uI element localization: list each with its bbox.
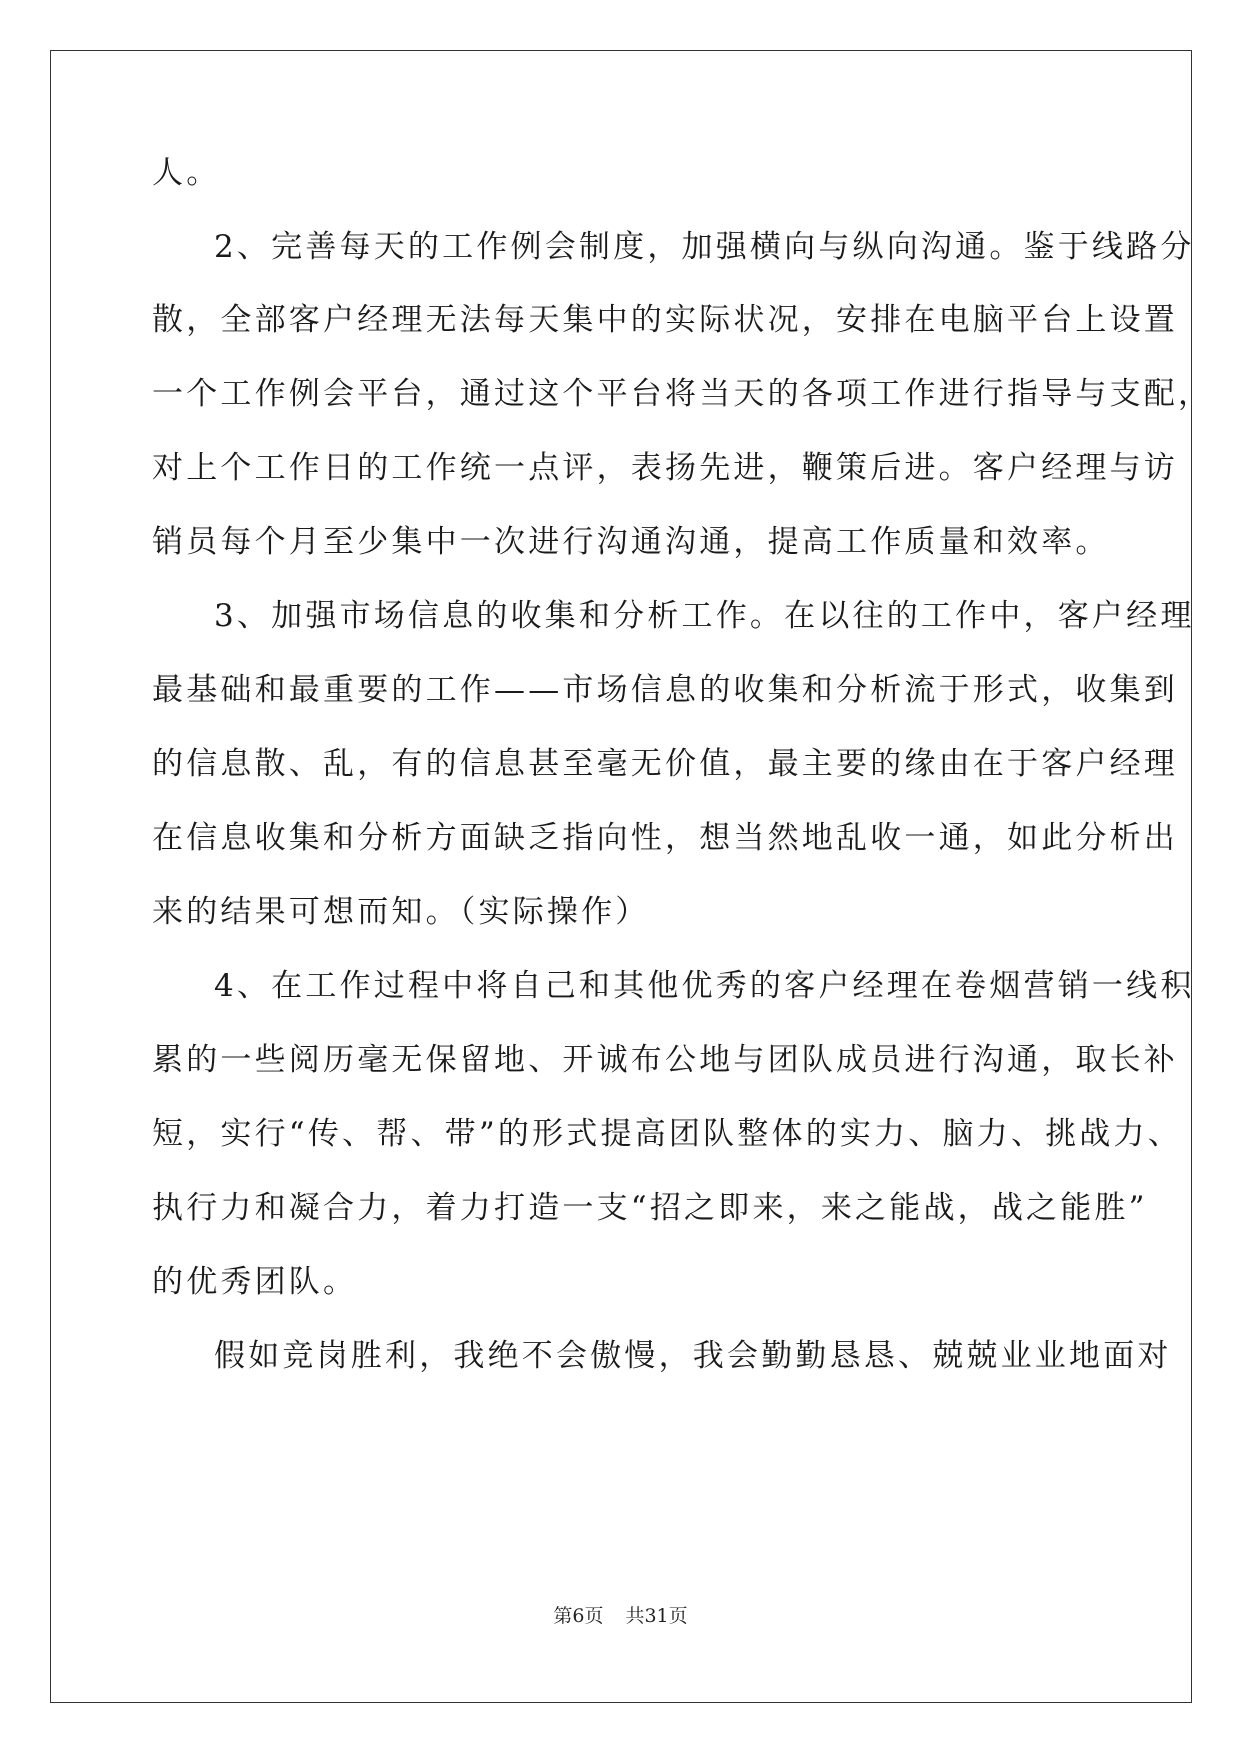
text-line: 的优秀团队。 bbox=[152, 1264, 358, 1300]
text-line: 4、在工作过程中将自己和其他优秀的客户经理在卷烟营销一线积 bbox=[214, 968, 1195, 1004]
text-line: 3、加强市场信息的收集和分析工作。在以往的工作中，客户经理 bbox=[214, 598, 1195, 634]
text-line: 的信息散、乱，有的信息甚至毫无价值，最主要的缘由在于客户经理 bbox=[152, 746, 1178, 782]
text-line: 来的结果可想而知。（实际操作） bbox=[152, 894, 650, 930]
text-line: 2、完善每天的工作例会制度，加强横向与纵向沟通。鉴于线路分 bbox=[214, 229, 1195, 265]
page-footer bbox=[0, 1604, 1241, 1628]
text-line: 短，实行“传、帮、带”的形式提高团队整体的实力、脑力、挑战力、 bbox=[152, 1116, 1182, 1152]
page-number: 第6页 bbox=[553, 1605, 604, 1627]
text-line: 人。 bbox=[152, 155, 221, 191]
text-line: 执行力和凝合力，着力打造一支“招之即来，来之能战，战之能胜” bbox=[152, 1190, 1148, 1226]
text-line: 在信息收集和分析方面缺乏指向性，想当然地乱收一通，如此分析出 bbox=[152, 820, 1178, 856]
text-line: 对上个工作日的工作统一点评，表扬先进，鞭策后进。客户经理与访 bbox=[152, 450, 1178, 486]
text-line: 累的一些阅历毫无保留地、开诚布公地与团队成员进行沟通，取长补 bbox=[152, 1042, 1178, 1078]
text-line: 一个工作例会平台，通过这个平台将当天的各项工作进行指导与支配， bbox=[152, 376, 1213, 412]
text-line: 销员每个月至少集中一次进行沟通沟通，提高工作质量和效率。 bbox=[152, 524, 1110, 560]
text-line: 假如竞岗胜利，我绝不会傲慢，我会勤勤恳恳、兢兢业业地面对 bbox=[214, 1338, 1172, 1374]
text-line: 散，全部客户经理无法每天集中的实际状况，安排在电脑平台上设置 bbox=[152, 302, 1178, 338]
page-border bbox=[50, 50, 1192, 1703]
text-line: 最基础和最重要的工作——市场信息的收集和分析流于形式，收集到 bbox=[152, 672, 1178, 708]
total-pages: 共31页 bbox=[625, 1605, 688, 1627]
